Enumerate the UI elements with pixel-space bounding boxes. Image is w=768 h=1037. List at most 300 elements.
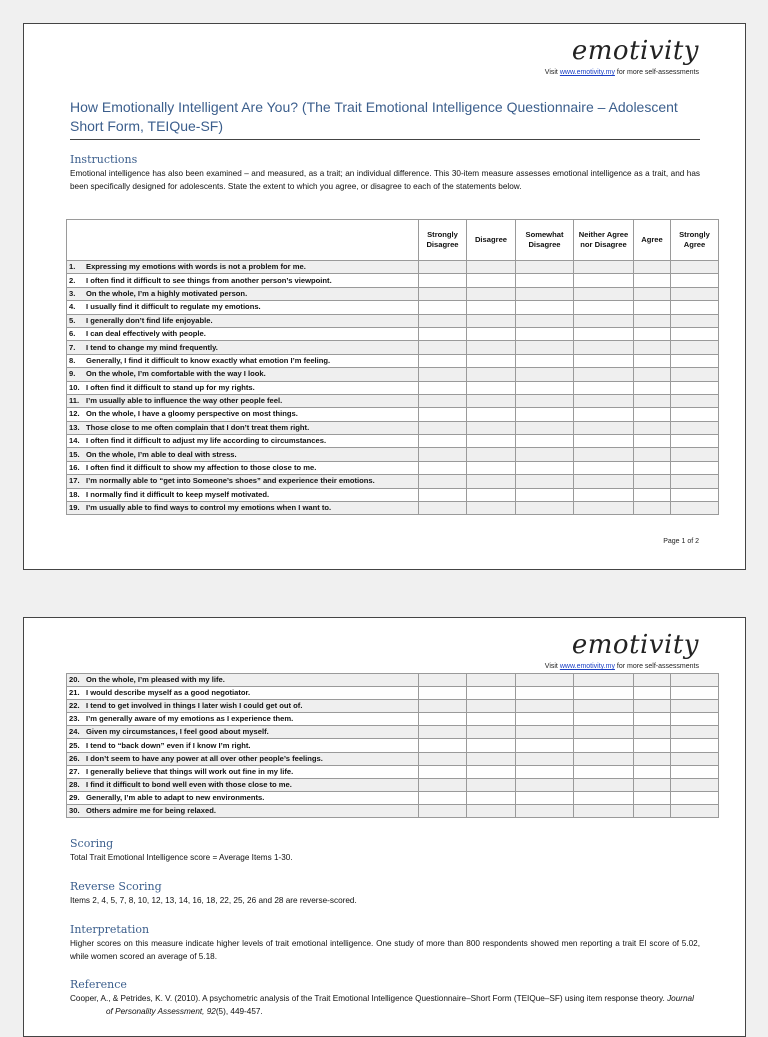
response-cell[interactable] bbox=[574, 341, 634, 354]
response-cell[interactable] bbox=[634, 314, 671, 327]
response-cell[interactable] bbox=[419, 368, 467, 381]
response-cell[interactable] bbox=[574, 752, 634, 765]
table-row bbox=[67, 488, 719, 501]
response-cell[interactable] bbox=[574, 765, 634, 778]
statement-cell bbox=[67, 435, 419, 448]
response-cell[interactable] bbox=[419, 726, 467, 739]
response-cell[interactable] bbox=[634, 804, 671, 817]
item-text: I often find it difficult to stand up for my rights. bbox=[86, 382, 255, 392]
response-cell[interactable] bbox=[634, 674, 671, 687]
page-2 bbox=[23, 617, 746, 1037]
response-cell[interactable] bbox=[574, 502, 634, 515]
response-cell[interactable] bbox=[419, 739, 467, 752]
header-col-6: Strongly Agree bbox=[671, 220, 719, 261]
item-text: I tend to “back down” even if I know I’m right. bbox=[86, 740, 251, 750]
response-cell[interactable] bbox=[516, 461, 574, 474]
statement-cell bbox=[67, 674, 419, 687]
response-cell[interactable] bbox=[419, 381, 467, 394]
response-cell[interactable] bbox=[419, 461, 467, 474]
response-cell[interactable] bbox=[671, 274, 719, 287]
table-row bbox=[67, 327, 719, 340]
visit-link[interactable]: www.emotivity.my bbox=[559, 69, 615, 76]
response-cell[interactable] bbox=[671, 435, 719, 448]
response-cell[interactable] bbox=[467, 502, 516, 515]
response-cell[interactable] bbox=[634, 261, 671, 274]
response-cell[interactable] bbox=[467, 354, 516, 367]
brand-logo: emotivity bbox=[571, 36, 699, 66]
item-text: On the whole, I’m comfortable with the way I look. bbox=[86, 369, 266, 379]
response-cell[interactable] bbox=[467, 791, 516, 804]
response-cell[interactable] bbox=[634, 765, 671, 778]
page-1 bbox=[23, 23, 746, 570]
response-cell[interactable] bbox=[574, 301, 634, 314]
response-cell[interactable] bbox=[634, 488, 671, 501]
response-cell[interactable] bbox=[467, 700, 516, 713]
response-cell[interactable] bbox=[574, 726, 634, 739]
response-cell[interactable] bbox=[419, 752, 467, 765]
response-cell[interactable] bbox=[574, 700, 634, 713]
response-cell[interactable] bbox=[419, 687, 467, 700]
response-cell[interactable] bbox=[516, 381, 574, 394]
item-text: Given my circumstances, I feel good about myself. bbox=[86, 727, 269, 737]
response-cell[interactable] bbox=[419, 314, 467, 327]
response-cell[interactable] bbox=[634, 726, 671, 739]
statement-cell bbox=[67, 394, 419, 407]
table-row bbox=[67, 700, 719, 713]
item-number: 7. bbox=[69, 342, 76, 352]
response-cell[interactable] bbox=[516, 341, 574, 354]
response-cell[interactable] bbox=[419, 674, 467, 687]
response-cell[interactable] bbox=[574, 408, 634, 421]
item-text: On the whole, I have a gloomy perspective on most things. bbox=[86, 409, 298, 419]
item-number: 9. bbox=[69, 369, 76, 379]
response-cell[interactable] bbox=[467, 368, 516, 381]
response-cell[interactable] bbox=[574, 381, 634, 394]
response-cell[interactable] bbox=[671, 804, 719, 817]
response-cell[interactable] bbox=[516, 261, 574, 274]
response-cell[interactable] bbox=[467, 408, 516, 421]
response-cell[interactable] bbox=[467, 804, 516, 817]
scoring-heading: Scoring bbox=[70, 837, 114, 850]
brand-logo: emotivity bbox=[571, 630, 699, 660]
response-cell[interactable] bbox=[574, 274, 634, 287]
response-cell[interactable] bbox=[467, 314, 516, 327]
response-cell[interactable] bbox=[574, 778, 634, 791]
response-cell[interactable] bbox=[516, 274, 574, 287]
response-cell[interactable] bbox=[419, 408, 467, 421]
response-cell[interactable] bbox=[574, 354, 634, 367]
statement-cell bbox=[67, 287, 419, 300]
statement-cell bbox=[67, 301, 419, 314]
response-cell[interactable] bbox=[467, 274, 516, 287]
response-cell[interactable] bbox=[467, 752, 516, 765]
item-number: 16. bbox=[69, 463, 80, 473]
response-cell[interactable] bbox=[574, 461, 634, 474]
response-cell[interactable] bbox=[634, 301, 671, 314]
table-row bbox=[67, 354, 719, 367]
response-cell[interactable] bbox=[419, 713, 467, 726]
statement-cell bbox=[67, 381, 419, 394]
response-cell[interactable] bbox=[467, 475, 516, 488]
statement-cell bbox=[67, 448, 419, 461]
response-cell[interactable] bbox=[467, 674, 516, 687]
response-cell[interactable] bbox=[516, 287, 574, 300]
response-cell[interactable] bbox=[419, 435, 467, 448]
item-text: On the whole, I’m able to deal with stress. bbox=[86, 449, 237, 459]
response-cell[interactable] bbox=[419, 778, 467, 791]
item-number: 17. bbox=[69, 476, 80, 486]
response-cell[interactable] bbox=[516, 726, 574, 739]
response-cell[interactable] bbox=[419, 341, 467, 354]
response-cell[interactable] bbox=[574, 421, 634, 434]
item-text: I generally don’t find life enjoyable. bbox=[86, 315, 213, 325]
item-number: 13. bbox=[69, 422, 80, 432]
response-cell[interactable] bbox=[634, 408, 671, 421]
response-cell[interactable] bbox=[467, 341, 516, 354]
statement-cell bbox=[67, 341, 419, 354]
response-cell[interactable] bbox=[419, 765, 467, 778]
item-number: 29. bbox=[69, 792, 80, 802]
response-cell[interactable] bbox=[467, 287, 516, 300]
item-text: I would describe myself as a good negotiator. bbox=[86, 688, 251, 698]
response-cell[interactable] bbox=[634, 274, 671, 287]
response-cell[interactable] bbox=[419, 488, 467, 501]
response-cell[interactable] bbox=[516, 354, 574, 367]
item-text: Generally, I find it difficult to know exactly what emotion I’m feeling. bbox=[86, 355, 331, 365]
response-cell[interactable] bbox=[467, 261, 516, 274]
statement-cell bbox=[67, 700, 419, 713]
response-cell[interactable] bbox=[574, 804, 634, 817]
response-cell[interactable] bbox=[419, 421, 467, 434]
response-cell[interactable] bbox=[634, 435, 671, 448]
response-cell[interactable] bbox=[634, 421, 671, 434]
response-cell[interactable] bbox=[574, 791, 634, 804]
response-cell[interactable] bbox=[516, 765, 574, 778]
table-row bbox=[67, 475, 719, 488]
header-col-4: Neither Agree nor Disagree bbox=[574, 220, 634, 261]
response-cell[interactable] bbox=[671, 368, 719, 381]
response-cell[interactable] bbox=[634, 368, 671, 381]
response-cell[interactable] bbox=[634, 327, 671, 340]
response-cell[interactable] bbox=[634, 448, 671, 461]
item-text: I usually find it difficult to regulate my emotions. bbox=[86, 302, 261, 312]
reverse-scoring-text: Items 2, 4, 5, 7, 8, 10, 12, 13, 14, 16, 18, 22, 25, 26 and 28 are reverse-scored. bbox=[70, 896, 357, 905]
response-cell[interactable] bbox=[516, 791, 574, 804]
response-cell[interactable] bbox=[574, 739, 634, 752]
response-cell[interactable] bbox=[467, 327, 516, 340]
response-cell[interactable] bbox=[467, 461, 516, 474]
response-cell[interactable] bbox=[634, 778, 671, 791]
response-cell[interactable] bbox=[574, 394, 634, 407]
response-cell[interactable] bbox=[467, 301, 516, 314]
table-row bbox=[67, 301, 719, 314]
response-cell[interactable] bbox=[574, 687, 634, 700]
table-row bbox=[67, 739, 719, 752]
statement-cell bbox=[67, 408, 419, 421]
response-cell[interactable] bbox=[671, 354, 719, 367]
response-cell[interactable] bbox=[671, 674, 719, 687]
item-text: I generally believe that things will work out fine in my life. bbox=[86, 766, 294, 776]
response-cell[interactable] bbox=[574, 314, 634, 327]
response-cell[interactable] bbox=[467, 765, 516, 778]
item-number: 15. bbox=[69, 449, 80, 459]
response-cell[interactable] bbox=[671, 687, 719, 700]
response-cell[interactable] bbox=[516, 687, 574, 700]
response-cell[interactable] bbox=[634, 341, 671, 354]
response-cell[interactable] bbox=[671, 739, 719, 752]
response-cell[interactable] bbox=[634, 502, 671, 515]
response-cell[interactable] bbox=[516, 448, 574, 461]
statement-cell bbox=[67, 752, 419, 765]
page-number: Page 1 of 2 bbox=[663, 538, 699, 545]
response-cell[interactable] bbox=[516, 327, 574, 340]
response-cell[interactable] bbox=[574, 287, 634, 300]
item-number: 8. bbox=[69, 355, 76, 365]
response-cell[interactable] bbox=[419, 287, 467, 300]
response-cell[interactable] bbox=[467, 687, 516, 700]
response-cell[interactable] bbox=[419, 475, 467, 488]
response-cell[interactable] bbox=[634, 791, 671, 804]
response-cell[interactable] bbox=[419, 394, 467, 407]
statement-cell bbox=[67, 488, 419, 501]
header-col-2: Disagree bbox=[467, 220, 516, 261]
item-number: 21. bbox=[69, 688, 80, 698]
response-cell[interactable] bbox=[574, 435, 634, 448]
response-cell[interactable] bbox=[574, 448, 634, 461]
statement-cell bbox=[67, 475, 419, 488]
item-number: 18. bbox=[69, 489, 80, 499]
response-cell[interactable] bbox=[634, 475, 671, 488]
response-cell[interactable] bbox=[671, 261, 719, 274]
response-cell[interactable] bbox=[671, 791, 719, 804]
statement-cell bbox=[67, 713, 419, 726]
table-row bbox=[67, 461, 719, 474]
item-text: I find it difficult to bond well even with those close to me. bbox=[86, 779, 292, 789]
response-cell[interactable] bbox=[467, 394, 516, 407]
response-cell[interactable] bbox=[634, 713, 671, 726]
response-cell[interactable] bbox=[574, 674, 634, 687]
response-cell[interactable] bbox=[419, 327, 467, 340]
response-cell[interactable] bbox=[671, 488, 719, 501]
questionnaire-table-2 bbox=[66, 673, 719, 818]
response-cell[interactable] bbox=[634, 461, 671, 474]
item-number: 11. bbox=[69, 396, 80, 406]
response-cell[interactable] bbox=[467, 726, 516, 739]
response-cell[interactable] bbox=[671, 752, 719, 765]
item-text: Expressing my emotions with words is not a problem for me. bbox=[86, 262, 306, 272]
response-cell[interactable] bbox=[467, 448, 516, 461]
table-row bbox=[67, 341, 719, 354]
item-text: I tend to get involved in things I later wish I could get out of. bbox=[86, 701, 303, 711]
response-cell[interactable] bbox=[516, 314, 574, 327]
response-cell[interactable] bbox=[419, 502, 467, 515]
item-text: Those close to me often complain that I don’t treat them right. bbox=[86, 422, 310, 432]
response-cell[interactable] bbox=[671, 314, 719, 327]
response-cell[interactable] bbox=[467, 421, 516, 434]
item-number: 25. bbox=[69, 740, 80, 750]
item-text: I’m usually able to influence the way other people feel. bbox=[86, 396, 283, 406]
response-cell[interactable] bbox=[516, 488, 574, 501]
response-cell[interactable] bbox=[419, 804, 467, 817]
response-cell[interactable] bbox=[671, 287, 719, 300]
table-row bbox=[67, 726, 719, 739]
item-number: 2. bbox=[69, 275, 76, 285]
item-number: 26. bbox=[69, 753, 80, 763]
response-cell[interactable] bbox=[634, 687, 671, 700]
item-number: 5. bbox=[69, 315, 76, 325]
response-cell[interactable] bbox=[419, 354, 467, 367]
statement-cell bbox=[67, 502, 419, 515]
statement-cell bbox=[67, 765, 419, 778]
item-number: 20. bbox=[69, 675, 80, 685]
item-number: 30. bbox=[69, 805, 80, 815]
response-cell[interactable] bbox=[671, 475, 719, 488]
item-text: I’m usually able to find ways to control my emotions when I want to. bbox=[86, 503, 332, 513]
scoring-text: Total Trait Emotional Intelligence score = Average Items 1-30. bbox=[70, 853, 293, 862]
response-cell[interactable] bbox=[574, 261, 634, 274]
response-cell[interactable] bbox=[419, 261, 467, 274]
response-cell[interactable] bbox=[516, 778, 574, 791]
item-number: 23. bbox=[69, 714, 80, 724]
reference-heading: Reference bbox=[70, 978, 127, 991]
table-row bbox=[67, 448, 719, 461]
statement-cell bbox=[67, 461, 419, 474]
item-text: I’m normally able to “get into Someone’s shoes” and experience their emotions. bbox=[86, 476, 375, 486]
response-cell[interactable] bbox=[574, 488, 634, 501]
response-cell[interactable] bbox=[671, 394, 719, 407]
response-cell[interactable] bbox=[516, 408, 574, 421]
item-number: 4. bbox=[69, 302, 76, 312]
statement-cell bbox=[67, 421, 419, 434]
visit-link[interactable]: www.emotivity.my bbox=[559, 663, 615, 670]
response-cell[interactable] bbox=[516, 739, 574, 752]
response-cell[interactable] bbox=[419, 301, 467, 314]
statement-cell bbox=[67, 368, 419, 381]
table-row bbox=[67, 314, 719, 327]
response-cell[interactable] bbox=[634, 739, 671, 752]
statement-cell bbox=[67, 804, 419, 817]
response-cell[interactable] bbox=[574, 713, 634, 726]
item-text: I often find it difficult to show my affection to those close to me. bbox=[86, 463, 317, 473]
instructions-text: Emotional intelligence has also been examined – and measured, as a trait; an individual difference. This 30-item measure assesses emotional intelligence as a trait, and has been specifically designed for adolescents. State the extent to which you agree, or disagree to each of the statements below. bbox=[70, 169, 700, 192]
response-cell[interactable] bbox=[634, 394, 671, 407]
table-row bbox=[67, 765, 719, 778]
statement-cell bbox=[67, 778, 419, 791]
response-cell[interactable] bbox=[671, 448, 719, 461]
response-cell[interactable] bbox=[516, 713, 574, 726]
statement-cell bbox=[67, 327, 419, 340]
item-text: I often find it difficult to adjust my life according to circumstances. bbox=[86, 436, 327, 446]
response-cell[interactable] bbox=[516, 421, 574, 434]
response-cell[interactable] bbox=[467, 435, 516, 448]
table-row bbox=[67, 421, 719, 434]
response-cell[interactable] bbox=[516, 394, 574, 407]
questionnaire-table-1 bbox=[66, 219, 719, 515]
response-cell[interactable] bbox=[671, 502, 719, 515]
interpretation-text: Higher scores on this measure indicate higher levels of trait emotional intelligence. One study of more than 800 respondents showed men reporting a trait EI score of 5.02, while women scored an average of 5.18. bbox=[70, 939, 700, 962]
statement-cell bbox=[67, 739, 419, 752]
statement-cell bbox=[67, 726, 419, 739]
response-cell[interactable] bbox=[516, 475, 574, 488]
response-cell[interactable] bbox=[574, 368, 634, 381]
item-number: 22. bbox=[69, 701, 80, 711]
table-row bbox=[67, 381, 719, 394]
response-cell[interactable] bbox=[467, 488, 516, 501]
table-row bbox=[67, 394, 719, 407]
response-cell[interactable] bbox=[634, 354, 671, 367]
item-number: 27. bbox=[69, 766, 80, 776]
visit-line: Visit www.emotivity.my for more self-assessments bbox=[544, 663, 699, 670]
response-cell[interactable] bbox=[634, 752, 671, 765]
response-cell[interactable] bbox=[467, 739, 516, 752]
interpretation-heading: Interpretation bbox=[70, 923, 150, 936]
response-cell[interactable] bbox=[516, 700, 574, 713]
response-cell[interactable] bbox=[634, 381, 671, 394]
response-cell[interactable] bbox=[516, 301, 574, 314]
response-cell[interactable] bbox=[516, 502, 574, 515]
response-cell[interactable] bbox=[467, 778, 516, 791]
item-text: On the whole, I’m pleased with my life. bbox=[86, 675, 225, 685]
reverse-scoring-heading: Reverse Scoring bbox=[70, 880, 162, 893]
instructions-heading: Instructions bbox=[70, 153, 138, 166]
item-number: 12. bbox=[69, 409, 80, 419]
statement-cell bbox=[67, 314, 419, 327]
table-row bbox=[67, 687, 719, 700]
response-cell[interactable] bbox=[671, 778, 719, 791]
response-cell[interactable] bbox=[671, 700, 719, 713]
table-row bbox=[67, 713, 719, 726]
item-text: I often find it difficult to see things from another person’s viewpoint. bbox=[86, 275, 332, 285]
response-cell[interactable] bbox=[516, 435, 574, 448]
table-row bbox=[67, 791, 719, 804]
response-cell[interactable] bbox=[671, 713, 719, 726]
table-row bbox=[67, 435, 719, 448]
table-row bbox=[67, 368, 719, 381]
response-cell[interactable] bbox=[634, 287, 671, 300]
header-col-1: Strongly Disagree bbox=[419, 220, 467, 261]
table-row bbox=[67, 804, 719, 817]
response-cell[interactable] bbox=[516, 674, 574, 687]
response-cell[interactable] bbox=[671, 341, 719, 354]
response-cell[interactable] bbox=[419, 448, 467, 461]
response-cell[interactable] bbox=[516, 804, 574, 817]
response-cell[interactable] bbox=[574, 327, 634, 340]
response-cell[interactable] bbox=[574, 475, 634, 488]
response-cell[interactable] bbox=[671, 381, 719, 394]
response-cell[interactable] bbox=[671, 408, 719, 421]
response-cell[interactable] bbox=[671, 301, 719, 314]
item-text: On the whole, I’m a highly motivated person. bbox=[86, 288, 248, 298]
response-cell[interactable] bbox=[419, 274, 467, 287]
visit-line: Visit www.emotivity.my for more self-assessments bbox=[544, 69, 699, 76]
page-title: How Emotionally Intelligent Are You? (The Trait Emotional Intelligence Questionnaire – Adolescent Short Form, TEIQue-SF) bbox=[70, 98, 700, 140]
response-cell[interactable] bbox=[671, 421, 719, 434]
response-cell[interactable] bbox=[516, 368, 574, 381]
response-cell[interactable] bbox=[419, 791, 467, 804]
item-text: I can deal effectively with people. bbox=[86, 329, 206, 339]
response-cell[interactable] bbox=[671, 726, 719, 739]
item-number: 19. bbox=[69, 503, 80, 513]
response-cell[interactable] bbox=[467, 381, 516, 394]
response-cell[interactable] bbox=[516, 752, 574, 765]
response-cell[interactable] bbox=[467, 713, 516, 726]
response-cell[interactable] bbox=[634, 700, 671, 713]
response-cell[interactable] bbox=[671, 327, 719, 340]
response-cell[interactable] bbox=[671, 765, 719, 778]
response-cell[interactable] bbox=[419, 700, 467, 713]
response-cell[interactable] bbox=[671, 461, 719, 474]
item-text: I tend to change my mind frequently. bbox=[86, 342, 218, 352]
